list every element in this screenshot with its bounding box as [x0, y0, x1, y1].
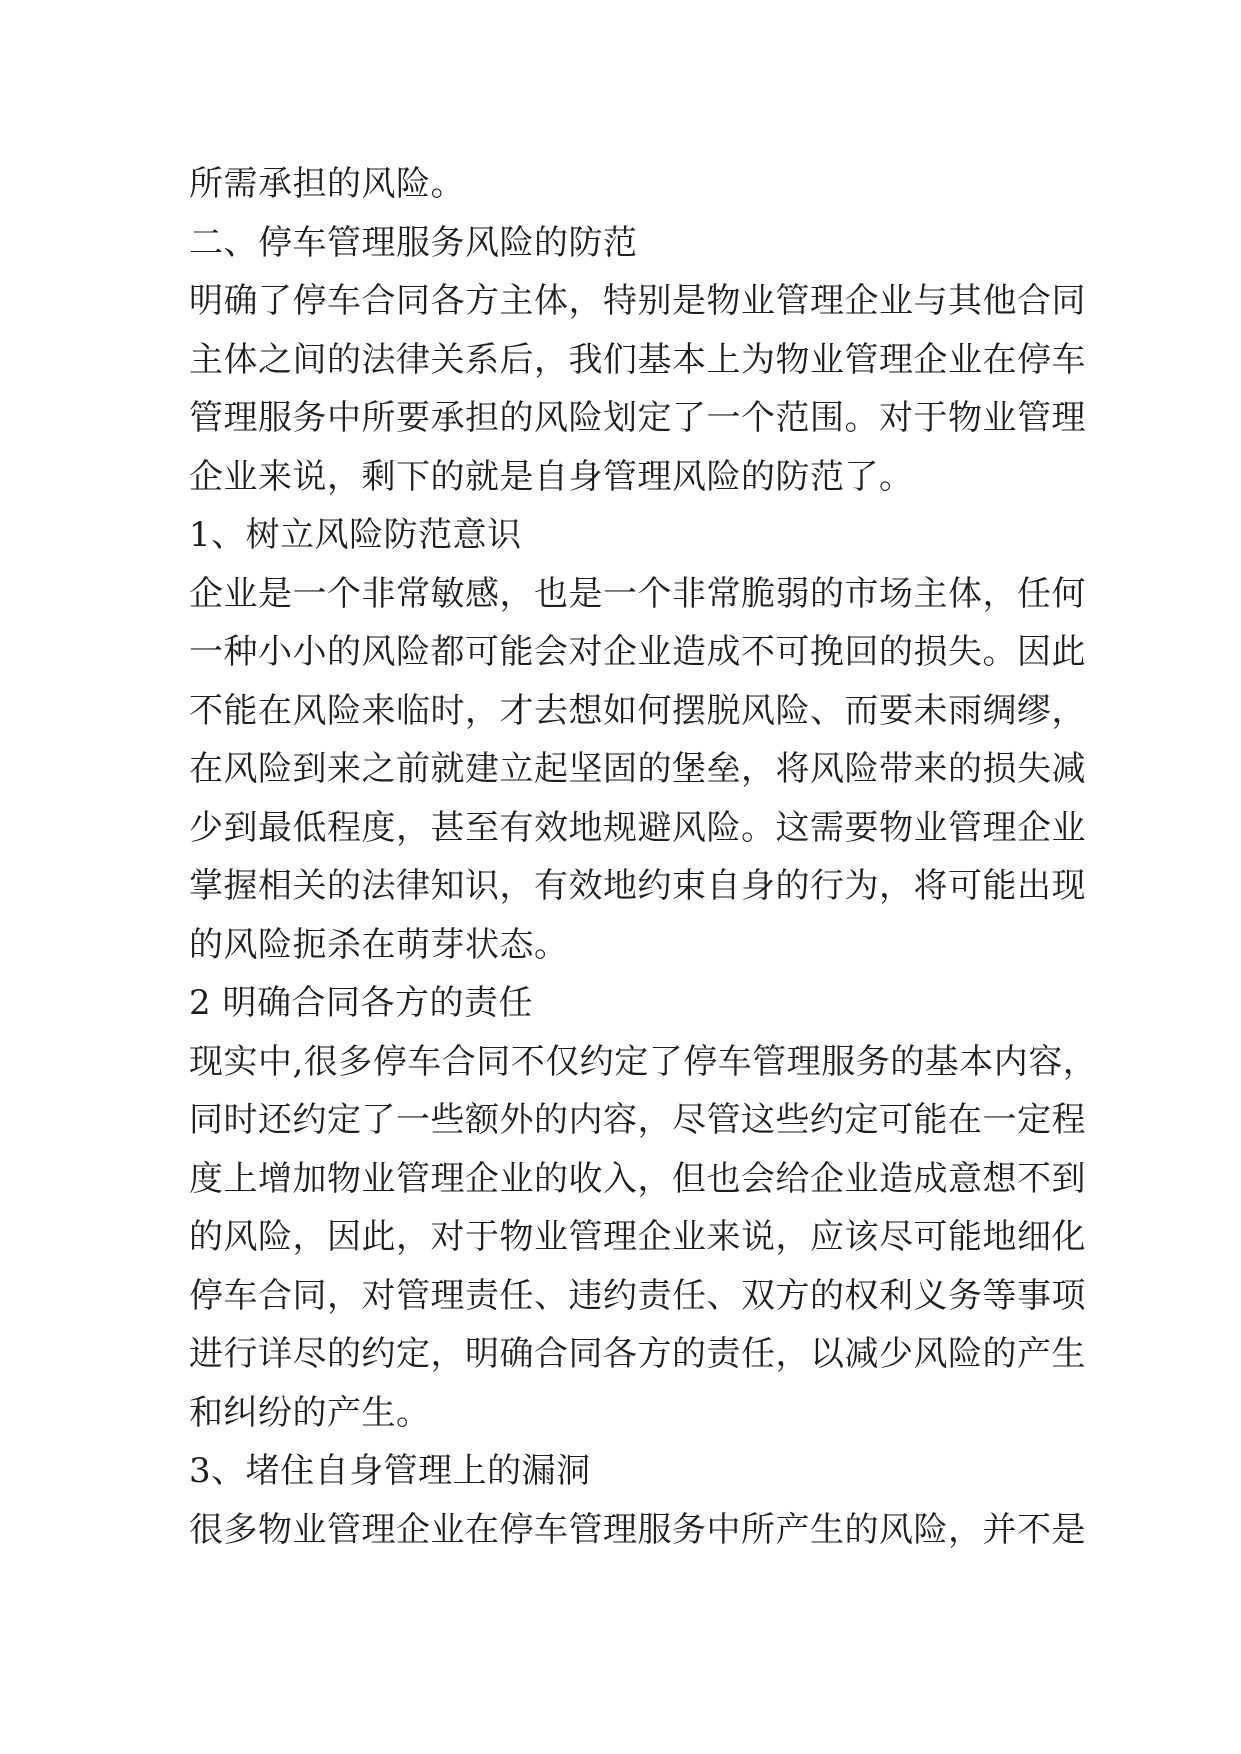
text-line: 一种小小的风险都可能会对企业造成不可挽回的损失。因此 [189, 632, 1086, 672]
text-line: 所需承担的风险。 [189, 164, 465, 204]
text-line: 少到最低程度，甚至有效地规避风险。这需要物业管理企业 [189, 807, 1086, 848]
text-line: 管理服务中所要承担的风险划定了一个范围。对于物业管理 [189, 398, 1086, 438]
subsection-heading: 1、树立风险防范意识 [189, 515, 522, 555]
text-line: 掌握相关的法律知识，有效地约束自身的行为，将可能出现 [189, 866, 1086, 906]
text-line: 的风险扼杀在萌芽状态。 [189, 924, 569, 965]
subsection-heading: 3、堵住自身管理上的漏洞 [189, 1451, 591, 1491]
text-line: 企业来说，剩下的就是自身管理风险的防范了。 [189, 456, 914, 497]
text-line: 同时还约定了一些额外的内容，尽管这些约定可能在一定程 [189, 1100, 1086, 1140]
text-line: 的风险，因此，对于物业管理企业来说，应该尽可能地细化 [189, 1217, 1086, 1257]
text-line: 停车合同，对管理责任、违约责任、双方的权利义务等事项 [189, 1275, 1086, 1316]
text-line: 在风险到来之前就建立起坚固的堡垒，将风险带来的损失减 [189, 749, 1086, 789]
text-line: 主体之间的法律关系后，我们基本上为物业管理企业在停车 [189, 339, 1086, 380]
text-line: 不能在风险来临时，才去想如何摆脱风险、而要未雨绸缪， [189, 690, 1086, 731]
text-line: 现实中,很多停车合同不仅约定了停车管理服务的基本内容， [189, 1041, 1098, 1082]
text-line: 和纠纷的产生。 [189, 1392, 431, 1433]
text-line: 进行详尽的约定，明确合同各方的责任，以减少风险的产生 [189, 1334, 1086, 1374]
text-line: 度上增加物业管理企业的收入，但也会给企业造成意想不到 [189, 1158, 1086, 1199]
text-line: 企业是一个非常敏感，也是一个非常脆弱的市场主体，任何 [189, 573, 1086, 614]
text-line: 很多物业管理企业在停车管理服务中所产生的风险，并不是 [189, 1509, 1086, 1550]
section-heading: 二、停车管理服务风险的防范 [189, 222, 638, 263]
text-line: 明确了停车合同各方主体，特别是物业管理企业与其他合同 [189, 281, 1086, 321]
body-text [189, 155, 1098, 1559]
subsection-heading: 2 明确合同各方的责任 [189, 983, 533, 1023]
